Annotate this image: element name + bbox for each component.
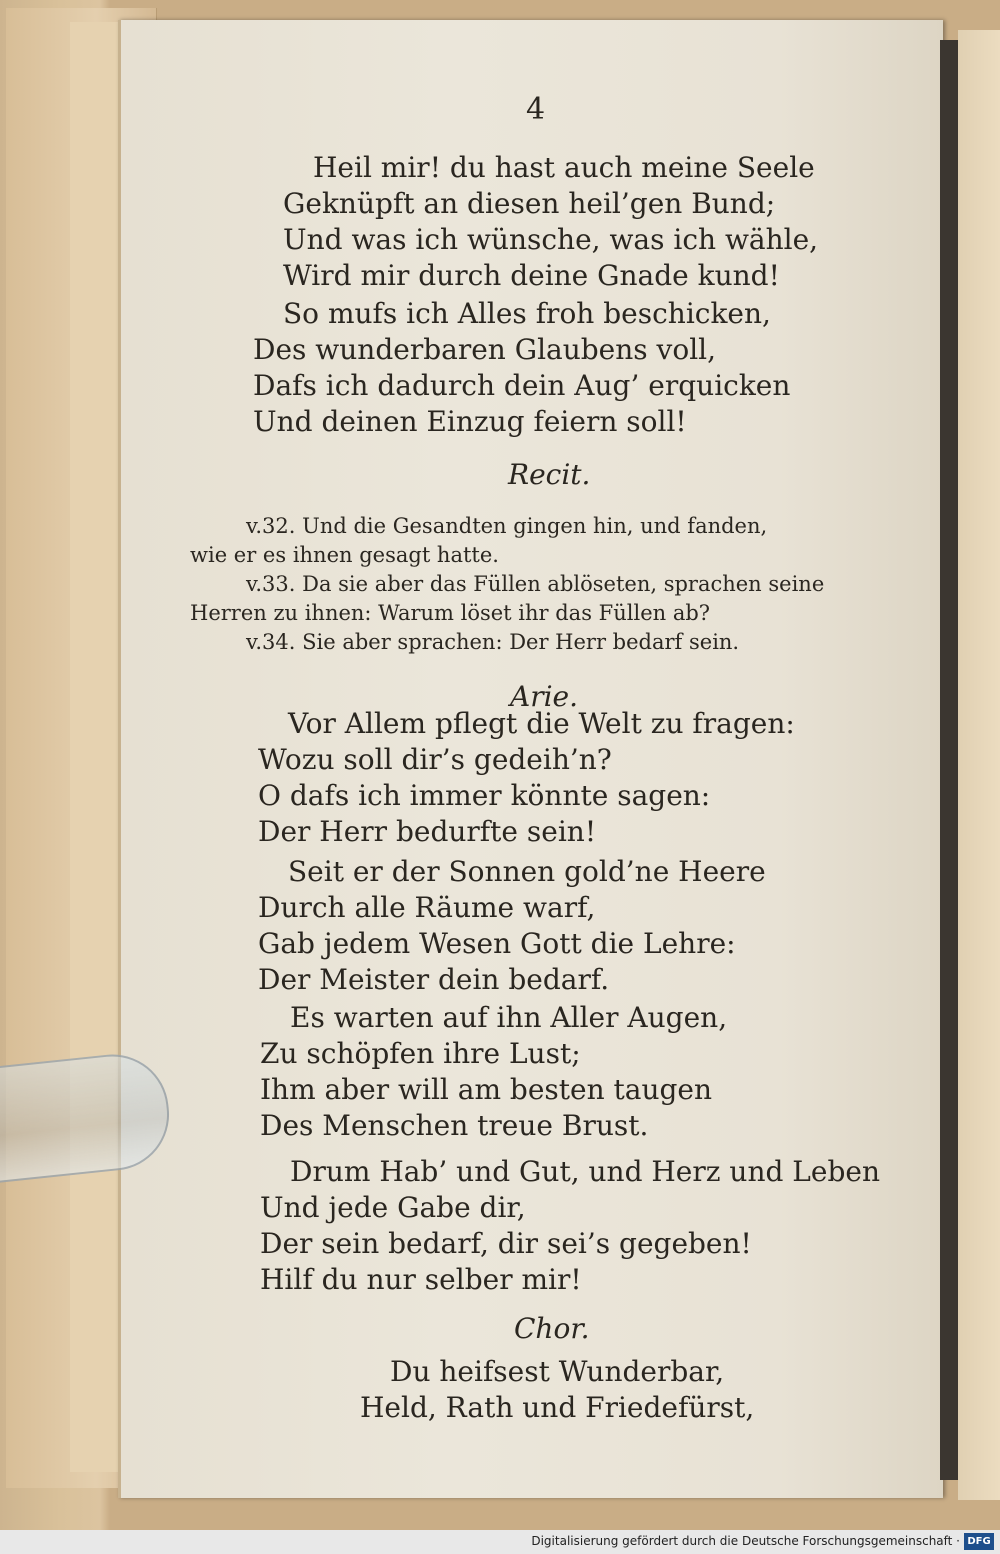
verse-line: Vor Allem pflegt die Welt zu fragen: (288, 707, 795, 740)
verse-line: Du heifsest Wunderbar, (390, 1355, 725, 1388)
verse-line: So mufs ich Alles froh beschicken, (283, 297, 771, 330)
verse-line: Und was ich wünsche, was ich wähle, (283, 223, 819, 256)
prose-line: v.32. Und die Gesandten gingen hin, und fanden, (246, 514, 768, 538)
verse-line: Es warten auf ihn Aller Augen, (290, 1001, 728, 1034)
verse-line: Des Menschen treue Brust. (260, 1109, 649, 1142)
verse-line: Und deinen Einzug feiern soll! (253, 405, 687, 438)
verse-line: Zu schöpfen ihre Lust; (260, 1037, 581, 1070)
stanza (260, 1154, 880, 1298)
verse-line: Wozu soll dir’s gedeih’n? (258, 743, 612, 776)
stanza (253, 296, 790, 440)
prose-line: v.34. Sie aber sprachen: Der Herr bedarf sein. (246, 630, 740, 654)
verse-line: Ihm aber will am besten taugen (260, 1073, 713, 1106)
prose-line: wie er es ihnen gesagt hatte. (190, 543, 499, 567)
verse-line: Seit er der Sonnen gold’ne Heere (288, 855, 766, 888)
page-text (118, 20, 940, 1498)
verse-line: Gab jedem Wesen Gott die Lehre: (258, 927, 736, 960)
recitative-text (190, 512, 905, 657)
stanza (258, 706, 795, 850)
funding-credit: Digitalisierung gefördert durch die Deutsche Forschungsgemeinschaft · (531, 1534, 960, 1548)
prose-line: Herren zu ihnen: Warum löset ihr das Füllen ab? (190, 601, 711, 625)
stanza (260, 1000, 727, 1144)
dfg-logo-icon: DFG (964, 1533, 994, 1550)
page-number: 4 (526, 92, 546, 127)
verse-line: Heil mir! du hast auch meine Seele (313, 151, 815, 184)
section-heading-recit: Recit. (508, 458, 591, 491)
verse-line: Und jede Gabe dir, (260, 1191, 526, 1224)
verse-line: O dafs ich immer könnte sagen: (258, 779, 711, 812)
section-heading-arie: Arie. (510, 680, 579, 713)
verse-line: Dafs ich dadurch dein Aug’ erquicken (253, 369, 791, 402)
verse-line: Durch alle Räume warf, (258, 891, 596, 924)
section-heading-chor: Chor. (514, 1312, 590, 1345)
verse-line: Drum Hab’ und Gut, und Herz und Leben (290, 1155, 880, 1188)
prose-line: v.33. Da sie aber das Füllen ablöseten, sprachen seine (246, 572, 825, 596)
verse-line: Der Herr bedurfte sein! (258, 815, 597, 848)
binding-gap (940, 40, 960, 1480)
verse-line: Der sein bedarf, dir sei’s gegeben! (260, 1227, 752, 1260)
verse-line: Der Meister dein bedarf. (258, 963, 610, 996)
stanza (283, 150, 818, 294)
facing-page-edge (958, 30, 1000, 1500)
verse-line: Held, Rath und Friedefürst, (360, 1391, 755, 1424)
chorus-text (360, 1354, 754, 1426)
stanza (258, 854, 766, 998)
footer-bar (0, 1530, 1000, 1554)
verse-line: Hilf du nur selber mir! (260, 1263, 582, 1296)
verse-line: Des wunderbaren Glaubens voll, (253, 333, 717, 366)
verse-line: Wird mir durch deine Gnade kund! (283, 259, 780, 292)
verse-line: Geknüpft an diesen heil’gen Bund; (283, 187, 776, 220)
